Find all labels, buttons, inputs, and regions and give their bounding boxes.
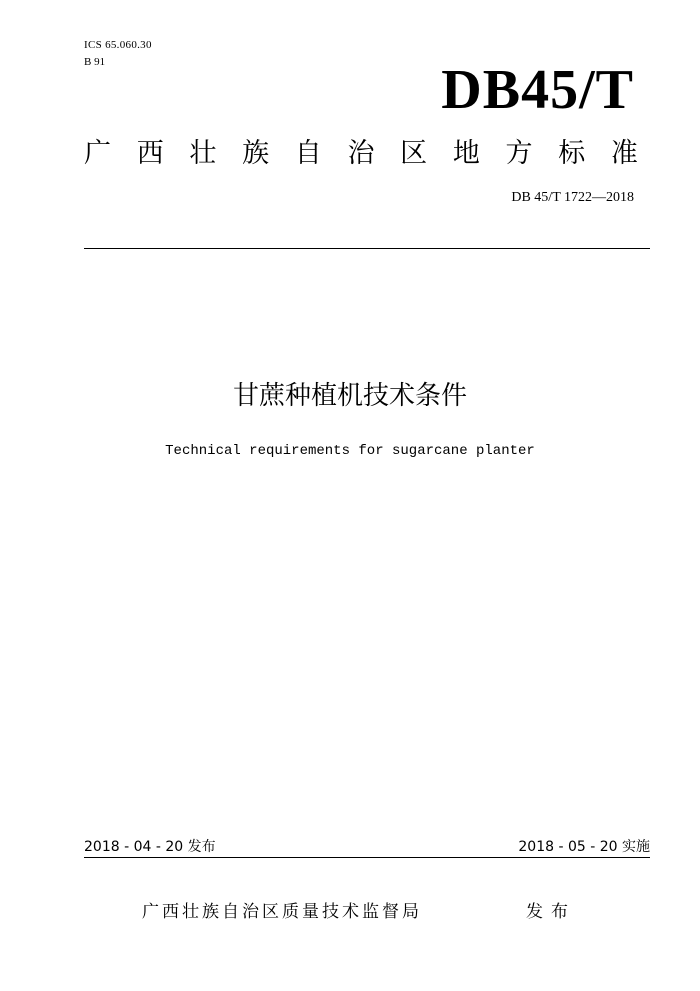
standard-logo: DB45/T — [441, 59, 634, 121]
bottom-divider — [84, 857, 650, 858]
issue-date: 2018 - 04 - 20 发布 — [84, 839, 216, 855]
standard-type-char: 治 — [347, 138, 375, 169]
publish-label: 发布 — [526, 902, 576, 922]
standard-type-char: 标 — [558, 138, 586, 169]
standard-type-char: 自 — [294, 138, 322, 169]
standard-type-char: 方 — [505, 138, 533, 169]
ccs-code: B 91 — [84, 56, 106, 68]
implementation-date: 2018 - 05 - 20 实施 — [518, 839, 650, 855]
standard-type-char: 区 — [400, 138, 428, 169]
ics-code: ICS 65.060.30 — [84, 39, 152, 51]
standard-type-heading — [84, 136, 638, 172]
standard-type-char: 地 — [452, 138, 480, 169]
document-title-english: Technical requirements for sugarcane planter — [165, 443, 535, 459]
top-divider — [84, 248, 650, 249]
standard-type-char: 族 — [242, 138, 270, 169]
standard-number: DB 45/T 1722—2018 — [511, 190, 634, 205]
standard-type-char: 准 — [610, 138, 638, 169]
issuing-authority: 广西壮族自治区质量技术监督局 — [142, 902, 422, 922]
standard-type-char: 广 — [84, 138, 111, 169]
document-title-chinese: 甘蔗种植机技术条件 — [232, 381, 467, 411]
standard-type-char: 西 — [136, 138, 164, 169]
standard-type-char: 壮 — [189, 138, 217, 169]
